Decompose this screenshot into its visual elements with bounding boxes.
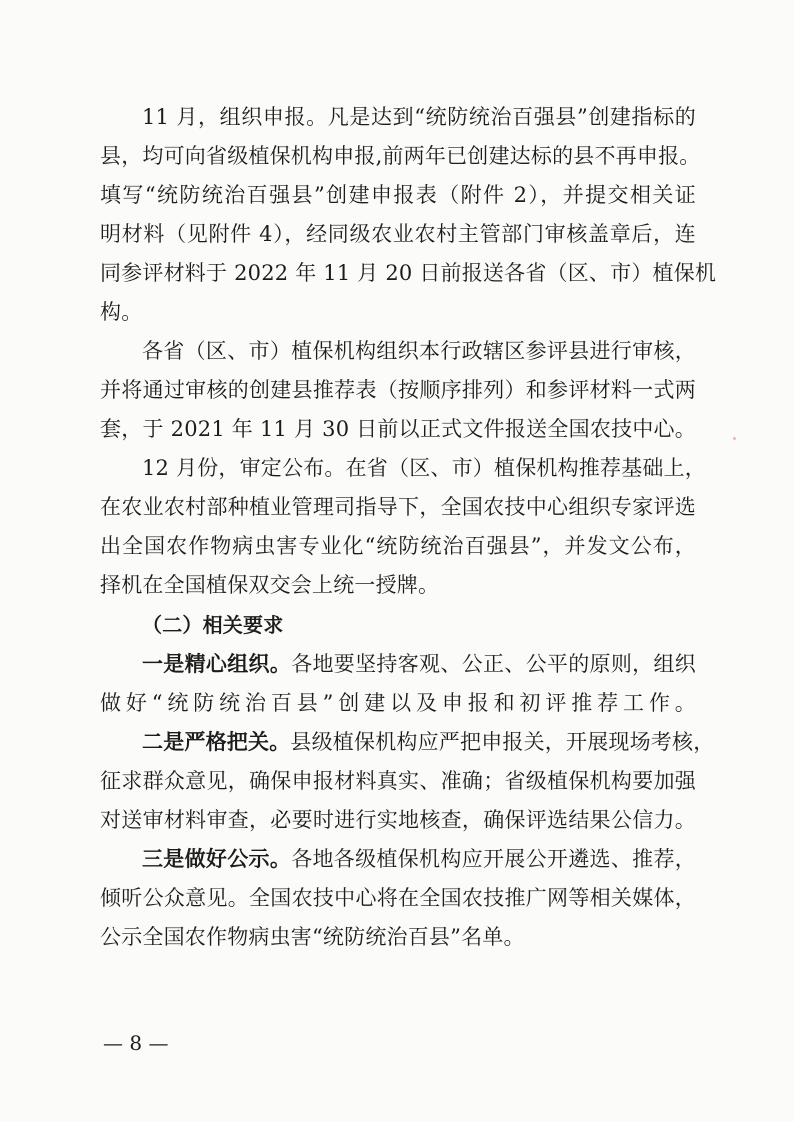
paragraph-1-line-4: 明材料（见附件 4），经同级农业农村主管部门审核盖章后，连 — [100, 222, 696, 246]
requirement-1-line-1: 一是精心组织。各地要坚持客观、公正、公平的原则，组织 — [100, 645, 696, 683]
paragraph-1-line-3: 填写“统防统治百强县”创建申报表（附件 2），并提交相关证 — [100, 183, 696, 207]
paragraph-2-line-2: 并将通过审核的创建县推荐表（按顺序排列）和参评材料一式两 — [100, 378, 696, 402]
paragraph-3-line-1: 12 月份，审定公布。在省（区、市）植保机构推荐基础上， — [142, 456, 706, 480]
requirement-2-line-2: 征求群众意见，确保申报材料真实、准确；省级植保机构要加强 — [100, 769, 696, 793]
requirement-3-line-3: 公示全国农作物病虫害“统防统治百县”名单。 — [100, 925, 525, 949]
paragraph-2-line-1: 各省（区、市）植保机构组织本行政辖区参评县进行审核， — [142, 339, 696, 363]
requirement-3-line-2: 倾听公众意见。全国农技中心将在全国农技推广网等相关媒体， — [100, 886, 696, 910]
section-heading: （二）相关要求 — [142, 613, 284, 637]
requirement-2-line-3: 对送审材料审查，必要时进行实地核查，确保评选结果公信力。 — [100, 808, 696, 832]
paragraph-1-line-2: 县，均可向省级植保机构申报,前两年已创建达标的县不再申报。 — [100, 144, 701, 168]
page-number: — 8 — — [103, 1031, 169, 1055]
requirement-3-lead: 三是做好公示。 — [142, 846, 292, 871]
paragraph-1-line-6: 构。 — [100, 300, 143, 324]
requirement-2-lead: 二是严格把关。 — [142, 729, 291, 754]
scan-speck — [733, 437, 736, 440]
paragraph-1-line-1: 11 月，组织申报。凡是达到“统防统治百强县”创建指标的 — [142, 105, 696, 129]
paragraph-3-line-4: 择机在全国植保双交会上统一授牌。 — [100, 573, 440, 597]
paragraph-1-line-5: 同参评材料于 2022 年 11 月 20 日前报送各省（区、市）植保机 — [100, 261, 717, 285]
paragraph-2-line-3: 套，于 2021 年 11 月 30 日前以正式文件报送全国农技中心。 — [100, 417, 696, 441]
paragraph-3-line-3: 出全国农作物病虫害专业化“统防统治百强县”，并发文公布， — [100, 534, 696, 558]
requirement-2-line-1: 二是严格把关。县级植保机构应严把申报关，开展现场考核， — [100, 723, 696, 761]
requirement-1-line-2: 做好“统防统治百县”创建以及申报和初评推荐工作。 — [100, 691, 696, 715]
requirement-1-lead: 一是精心组织。 — [142, 651, 292, 676]
requirement-3-line-1: 三是做好公示。各地各级植保机构应开展公开遴选、推荐， — [100, 840, 696, 878]
paragraph-3-line-2: 在农业农村部种植业管理司指导下，全国农技中心组织专家评选 — [100, 495, 696, 519]
